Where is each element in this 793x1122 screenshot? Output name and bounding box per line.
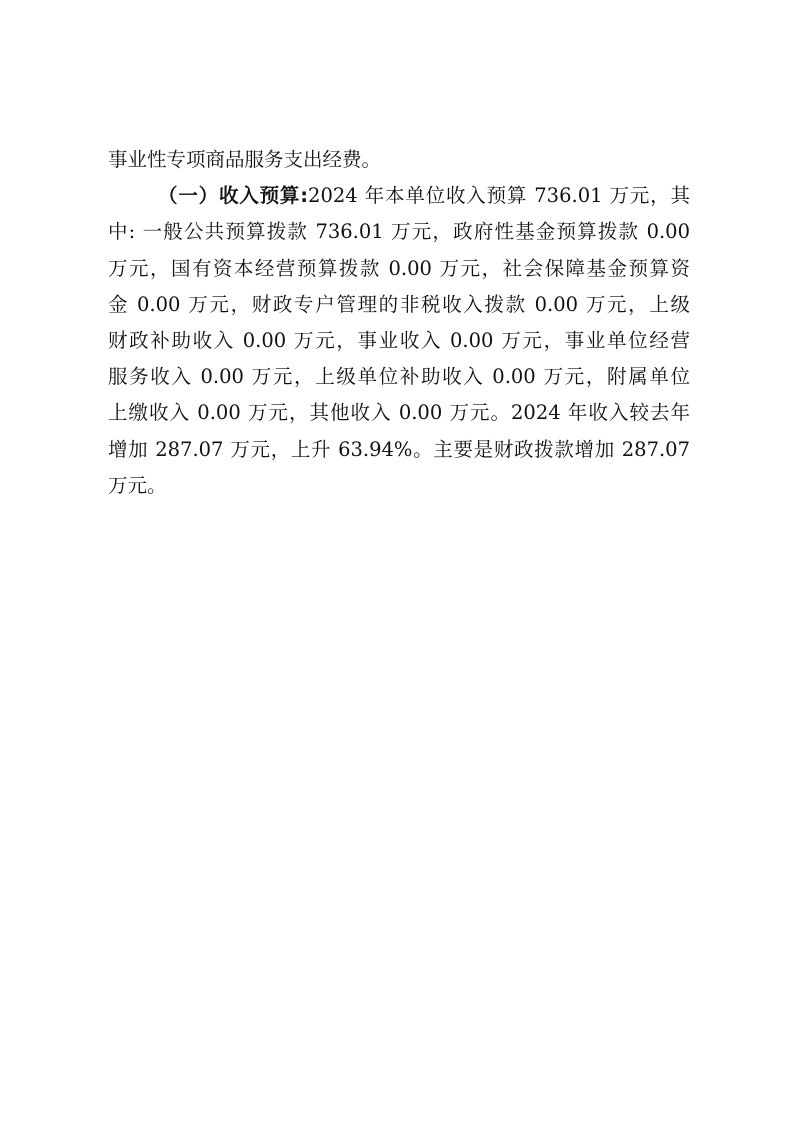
text-line-7: 服务收入 0.00 万元，上级单位补助收入 0.00 万元，附属单位: [108, 365, 690, 389]
text-line-4: 万元，国有资本经营预算拨款 0.00 万元，社会保障基金预算资: [108, 256, 690, 280]
text-line-1: 事业性专项商品服务支出经费。: [108, 148, 382, 171]
text-line-2: [108, 178, 690, 214]
text-line-2-body: 2024 年本单位收入预算 736.01 万元，其: [308, 184, 690, 208]
section-heading: （一）收入预算:: [158, 184, 309, 208]
text-line-3: 中: 一般公共预算拨款 736.01 万元，政府性基金预算拨款 0.00: [108, 220, 690, 244]
text-line-5: 金 0.00 万元，财政专户管理的非税收入拨款 0.00 万元，上级: [108, 292, 690, 316]
text-line-9: 增加 287.07 万元，上升 63.94%。主要是财政拨款增加 287.07: [108, 437, 690, 461]
text-line-8: 上缴收入 0.00 万元，其他收入 0.00 万元。2024 年收入较去年: [108, 401, 690, 425]
text-line-10: 万元。: [108, 473, 167, 497]
text-line-6: 财政补助收入 0.00 万元，事业收入 0.00 万元，事业单位经营: [108, 328, 690, 352]
body-text: [108, 142, 690, 504]
